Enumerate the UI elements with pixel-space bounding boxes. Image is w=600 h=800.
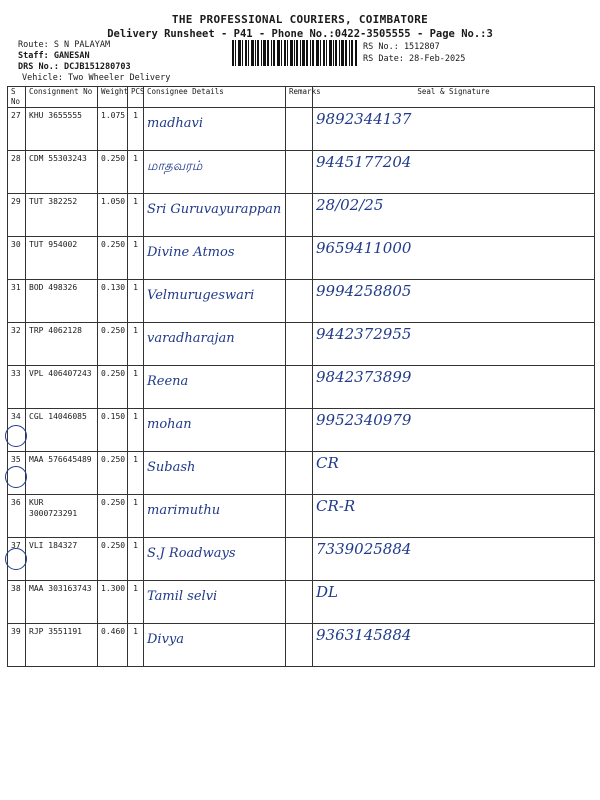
- consignee-cell: [144, 538, 286, 581]
- weight-cell: 0.250: [98, 538, 128, 581]
- seal-cell: [313, 624, 595, 667]
- runsheet-table: [7, 86, 595, 667]
- remarks-cell: [286, 624, 313, 667]
- vehicle-label: Vehicle: Two Wheeler Delivery: [22, 73, 171, 83]
- col-header-seal: Seal & Signature: [313, 87, 595, 108]
- table-row: [8, 194, 595, 237]
- remarks-cell: [286, 495, 313, 538]
- staff-label: Staff: GANESAN: [18, 51, 90, 61]
- signature-handwriting: 9892344137: [316, 110, 412, 128]
- circle-mark-35: [5, 425, 27, 447]
- pcs-cell: 1: [128, 581, 144, 624]
- consignee-cell: [144, 237, 286, 280]
- signature-handwriting: 9842373899: [316, 368, 412, 386]
- weight-cell: 0.250: [98, 323, 128, 366]
- consignee-cell: [144, 495, 286, 538]
- signature-handwriting: 28/02/25: [316, 196, 384, 214]
- seal-cell: [313, 151, 595, 194]
- consignee-handwriting: Divya: [147, 632, 185, 647]
- consignment-cell: RJP 3551191: [26, 624, 98, 667]
- consignee-handwriting: Sri Guruvayurappan: [147, 202, 282, 217]
- consignee-cell: [144, 409, 286, 452]
- route-label: Route: S N PALAYAM: [18, 40, 111, 50]
- sno-cell: 29: [8, 194, 26, 237]
- signature-handwriting: DL: [316, 583, 338, 601]
- seal-cell: [313, 495, 595, 538]
- table-row: [8, 538, 595, 581]
- consignee-cell: [144, 151, 286, 194]
- table-row: [8, 581, 595, 624]
- remarks-cell: [286, 409, 313, 452]
- weight-cell: 0.250: [98, 495, 128, 538]
- remarks-cell: [286, 237, 313, 280]
- sno-cell: 39: [8, 624, 26, 667]
- weight-cell: 0.250: [98, 151, 128, 194]
- pcs-cell: 1: [128, 495, 144, 538]
- remarks-cell: [286, 581, 313, 624]
- sno-cell: 38: [8, 581, 26, 624]
- drs-number: DRS No.: DCJB151280703: [18, 62, 131, 72]
- sno-cell: 30: [8, 237, 26, 280]
- table-row: [8, 237, 595, 280]
- consignee-handwriting: varadharajan: [147, 331, 235, 346]
- consignment-cell: TUT 382252: [26, 194, 98, 237]
- pcs-cell: 1: [128, 366, 144, 409]
- remarks-cell: [286, 194, 313, 237]
- weight-cell: 1.075: [98, 108, 128, 151]
- consignee-handwriting: marimuthu: [147, 503, 221, 518]
- table-row: [8, 108, 595, 151]
- consignee-handwriting: மாதவரம்: [147, 159, 203, 174]
- consignment-cell: MAA 303163743: [26, 581, 98, 624]
- seal-cell: [313, 366, 595, 409]
- sno-cell: 34: [8, 409, 26, 452]
- rs-number: RS No.: 1512807: [363, 42, 440, 52]
- pcs-cell: 1: [128, 280, 144, 323]
- consignee-handwriting: mohan: [147, 417, 192, 432]
- weight-cell: 0.250: [98, 452, 128, 495]
- remarks-cell: [286, 538, 313, 581]
- sno-cell: 27: [8, 108, 26, 151]
- consignee-cell: [144, 280, 286, 323]
- sno-cell: 31: [8, 280, 26, 323]
- consignee-cell: [144, 194, 286, 237]
- signature-handwriting: 9445177204: [316, 153, 412, 171]
- col-header-consignee: Consignee Details: [144, 87, 286, 108]
- pcs-cell: 1: [128, 108, 144, 151]
- consignee-cell: [144, 108, 286, 151]
- weight-cell: 1.300: [98, 581, 128, 624]
- seal-cell: [313, 452, 595, 495]
- consignment-cell: KUR 3000723291: [26, 495, 98, 538]
- consignee-handwriting: Tamil selvi: [147, 589, 218, 604]
- seal-cell: [313, 237, 595, 280]
- seal-cell: [313, 581, 595, 624]
- signature-handwriting: 7339025884: [316, 540, 412, 558]
- col-header-remarks: Remarks: [286, 87, 313, 108]
- signature-handwriting: CR-R: [316, 497, 356, 515]
- signature-handwriting: 9659411000: [316, 239, 412, 257]
- consignment-cell: VPL 406407243: [26, 366, 98, 409]
- seal-cell: [313, 280, 595, 323]
- pcs-cell: 1: [128, 409, 144, 452]
- runsheet-title: Delivery Runsheet - P41 - Phone No.:0422-3505555 - Page No.:3: [107, 28, 493, 40]
- seal-cell: [313, 538, 595, 581]
- consignment-cell: TRP 4062128: [26, 323, 98, 366]
- signature-handwriting: 9952340979: [316, 411, 412, 429]
- sno-cell: 33: [8, 366, 26, 409]
- table-row: [8, 323, 595, 366]
- consignment-cell: CGL 14046085: [26, 409, 98, 452]
- seal-cell: [313, 323, 595, 366]
- consignment-cell: CDM 55303243: [26, 151, 98, 194]
- circle-mark-38: [5, 548, 27, 570]
- sno-cell: 36: [8, 495, 26, 538]
- remarks-cell: [286, 108, 313, 151]
- consignment-cell: VLI 184327: [26, 538, 98, 581]
- table-row: [8, 409, 595, 452]
- signature-handwriting: 9442372955: [316, 325, 412, 343]
- weight-cell: 0.250: [98, 366, 128, 409]
- pcs-cell: 1: [128, 194, 144, 237]
- table-row: [8, 366, 595, 409]
- consignee-cell: [144, 323, 286, 366]
- consignee-handwriting: Divine Atmos: [147, 245, 235, 260]
- pcs-cell: 1: [128, 624, 144, 667]
- pcs-cell: 1: [128, 323, 144, 366]
- sno-cell: 35: [8, 452, 26, 495]
- pcs-cell: 1: [128, 538, 144, 581]
- circle-mark-36: [5, 466, 27, 488]
- table-header-row: [8, 87, 595, 108]
- rs-date: RS Date: 28-Feb-2025: [363, 54, 466, 64]
- weight-cell: 0.250: [98, 237, 128, 280]
- table-row: [8, 452, 595, 495]
- weight-cell: 0.150: [98, 409, 128, 452]
- consignee-cell: [144, 366, 286, 409]
- seal-cell: [313, 194, 595, 237]
- seal-cell: [313, 409, 595, 452]
- consignee-handwriting: Subash: [147, 460, 196, 475]
- table-row: [8, 280, 595, 323]
- weight-cell: 1.050: [98, 194, 128, 237]
- col-header-pcs: PCS: [128, 87, 144, 108]
- weight-cell: 0.460: [98, 624, 128, 667]
- remarks-cell: [286, 366, 313, 409]
- col-header-sno: S No: [8, 87, 26, 108]
- col-header-consignment: Consignment No: [26, 87, 98, 108]
- consignee-handwriting: madhavi: [147, 116, 204, 131]
- consignment-cell: BOD 498326: [26, 280, 98, 323]
- seal-cell: [313, 108, 595, 151]
- pcs-cell: 1: [128, 237, 144, 280]
- sno-cell: 37: [8, 538, 26, 581]
- consignee-cell: [144, 581, 286, 624]
- consignment-cell: MAA 576645489: [26, 452, 98, 495]
- remarks-cell: [286, 151, 313, 194]
- consignment-cell: TUT 954002: [26, 237, 98, 280]
- company-title: THE PROFESSIONAL COURIERS, COIMBATORE: [171, 13, 429, 26]
- pcs-cell: 1: [128, 452, 144, 495]
- barcode-icon: [232, 40, 357, 66]
- consignee-handwriting: Reena: [147, 374, 189, 389]
- remarks-cell: [286, 452, 313, 495]
- signature-handwriting: 9994258805: [316, 282, 412, 300]
- consignee-cell: [144, 452, 286, 495]
- remarks-cell: [286, 280, 313, 323]
- sno-cell: 28: [8, 151, 26, 194]
- weight-cell: 0.130: [98, 280, 128, 323]
- sno-cell: 32: [8, 323, 26, 366]
- consignment-cell: KHU 3655555: [26, 108, 98, 151]
- signature-handwriting: 9363145884: [316, 626, 412, 644]
- consignee-cell: [144, 624, 286, 667]
- col-header-weight: Weight: [98, 87, 128, 108]
- table-row: [8, 624, 595, 667]
- pcs-cell: 1: [128, 151, 144, 194]
- remarks-cell: [286, 323, 313, 366]
- consignee-handwriting: S.J Roadways: [147, 546, 236, 561]
- table-row: [8, 151, 595, 194]
- signature-handwriting: CR: [316, 454, 339, 472]
- table-row: [8, 495, 595, 538]
- consignee-handwriting: Velmurugeswari: [147, 288, 255, 303]
